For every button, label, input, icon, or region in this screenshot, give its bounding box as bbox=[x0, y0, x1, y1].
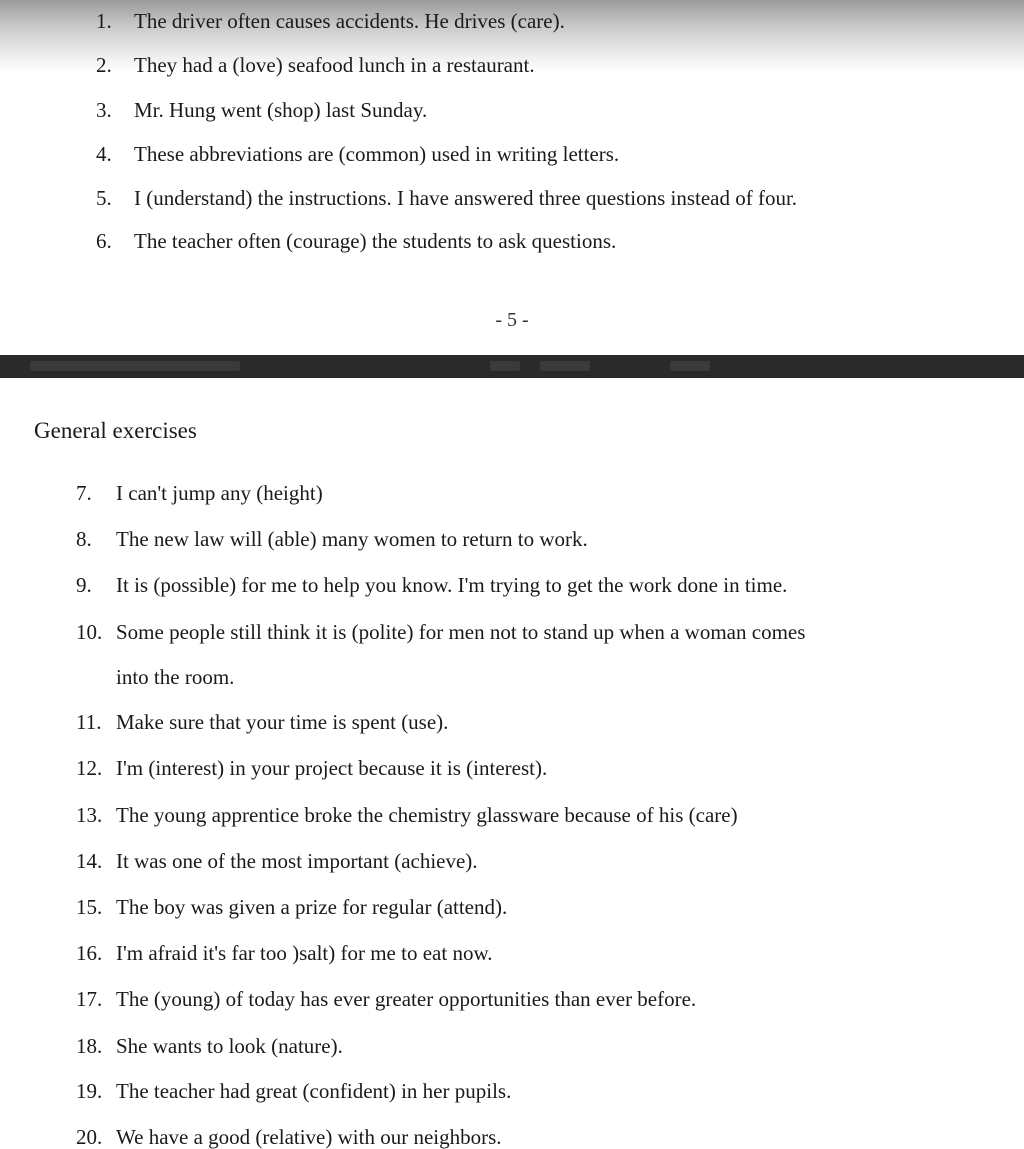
item-number: 2. bbox=[96, 53, 112, 77]
page-5 bbox=[0, 0, 1024, 355]
item-number: 11. bbox=[76, 710, 102, 734]
exercise-item-9 bbox=[76, 572, 787, 598]
item-number: 8. bbox=[76, 527, 92, 551]
item-number: 12. bbox=[76, 756, 103, 780]
exercise-item-10 bbox=[76, 619, 805, 645]
item-number: 15. bbox=[76, 895, 103, 919]
item-number: 3. bbox=[96, 98, 112, 122]
exercise-item-8 bbox=[76, 526, 588, 552]
item-text: The driver often causes accidents. He drives (care). bbox=[134, 9, 565, 33]
item-text: I'm afraid it's far too )salt) for me to eat now. bbox=[116, 941, 493, 965]
item-text: The teacher had great (confident) in her pupils. bbox=[116, 1079, 512, 1103]
item-number: 20. bbox=[76, 1125, 103, 1149]
page-number: - 5 - bbox=[495, 309, 529, 331]
separator-shade bbox=[30, 361, 240, 371]
item-text: They had a (love) seafood lunch in a restaurant. bbox=[134, 53, 535, 77]
item-text: I can't jump any (height) bbox=[116, 481, 323, 505]
item-text: Some people still think it is (polite) for men not to stand up when a woman comes bbox=[116, 620, 806, 644]
item-number: 18. bbox=[76, 1034, 103, 1058]
page-general-exercises bbox=[0, 378, 1024, 1149]
item-text: The new law will (able) many women to return to work. bbox=[116, 527, 588, 551]
item-number: 14. bbox=[76, 849, 103, 873]
item-text: It was one of the most important (achieve). bbox=[116, 849, 478, 873]
item-number: 16. bbox=[76, 941, 103, 965]
exercise-item-16 bbox=[76, 940, 493, 966]
item-text: Make sure that your time is spent (use). bbox=[116, 710, 449, 734]
item-number: 19. bbox=[76, 1079, 103, 1103]
item-text: She wants to look (nature). bbox=[116, 1034, 343, 1058]
item-number: 4. bbox=[96, 142, 112, 166]
exercise-item-11 bbox=[76, 709, 448, 735]
item-text: I (understand) the instructions. I have answered three questions instead of four. bbox=[134, 186, 798, 210]
item-text: These abbreviations are (common) used in writing letters. bbox=[134, 142, 620, 166]
item-text: Mr. Hung went (shop) last Sunday. bbox=[134, 98, 428, 122]
exercise-item-7 bbox=[76, 480, 323, 506]
exercise-item-18 bbox=[76, 1033, 343, 1059]
separator-shade bbox=[670, 361, 710, 371]
page-separator-bar bbox=[0, 355, 1024, 378]
separator-shade bbox=[540, 361, 590, 371]
item-number: 5. bbox=[96, 186, 112, 210]
exercise-item-13 bbox=[76, 802, 738, 828]
exercise-item-19 bbox=[76, 1078, 511, 1104]
item-number: 6. bbox=[96, 229, 112, 253]
exercise-item-14 bbox=[76, 848, 478, 874]
exercise-item-5 bbox=[96, 185, 797, 211]
item-text: The teacher often (courage) the students to ask questions. bbox=[134, 229, 617, 253]
item-number: 9. bbox=[76, 573, 92, 597]
separator-shade bbox=[490, 361, 520, 371]
exercise-item-15 bbox=[76, 894, 507, 920]
item-text: We have a good (relative) with our neighbors. bbox=[116, 1125, 502, 1149]
item-number: 1. bbox=[96, 9, 112, 33]
exercise-item-1 bbox=[96, 8, 565, 34]
item-text: The boy was given a prize for regular (attend). bbox=[116, 895, 508, 919]
item-text: I'm (interest) in your project because it is (interest). bbox=[116, 756, 548, 780]
item-text: The young apprentice broke the chemistry glassware because of his (care) bbox=[116, 803, 738, 827]
exercise-item-2 bbox=[96, 52, 535, 78]
exercise-item-12 bbox=[76, 755, 547, 781]
exercise-item-3 bbox=[96, 97, 427, 123]
section-title: General exercises bbox=[34, 418, 197, 443]
exercise-item-4 bbox=[96, 141, 619, 167]
item-number: 7. bbox=[76, 481, 92, 505]
item-text: It is (possible) for me to help you know. I'm trying to get the work done in time. bbox=[116, 573, 788, 597]
item-text: The (young) of today has ever greater opportunities than ever before. bbox=[116, 987, 697, 1011]
item-number: 17. bbox=[76, 987, 103, 1011]
item-number: 13. bbox=[76, 803, 103, 827]
item-number: 10. bbox=[76, 620, 103, 644]
exercise-item-6 bbox=[96, 228, 616, 254]
exercise-item-20 bbox=[76, 1124, 502, 1149]
exercise-item-17 bbox=[76, 986, 696, 1012]
exercise-item-10-continuation: into the room. bbox=[116, 665, 235, 689]
